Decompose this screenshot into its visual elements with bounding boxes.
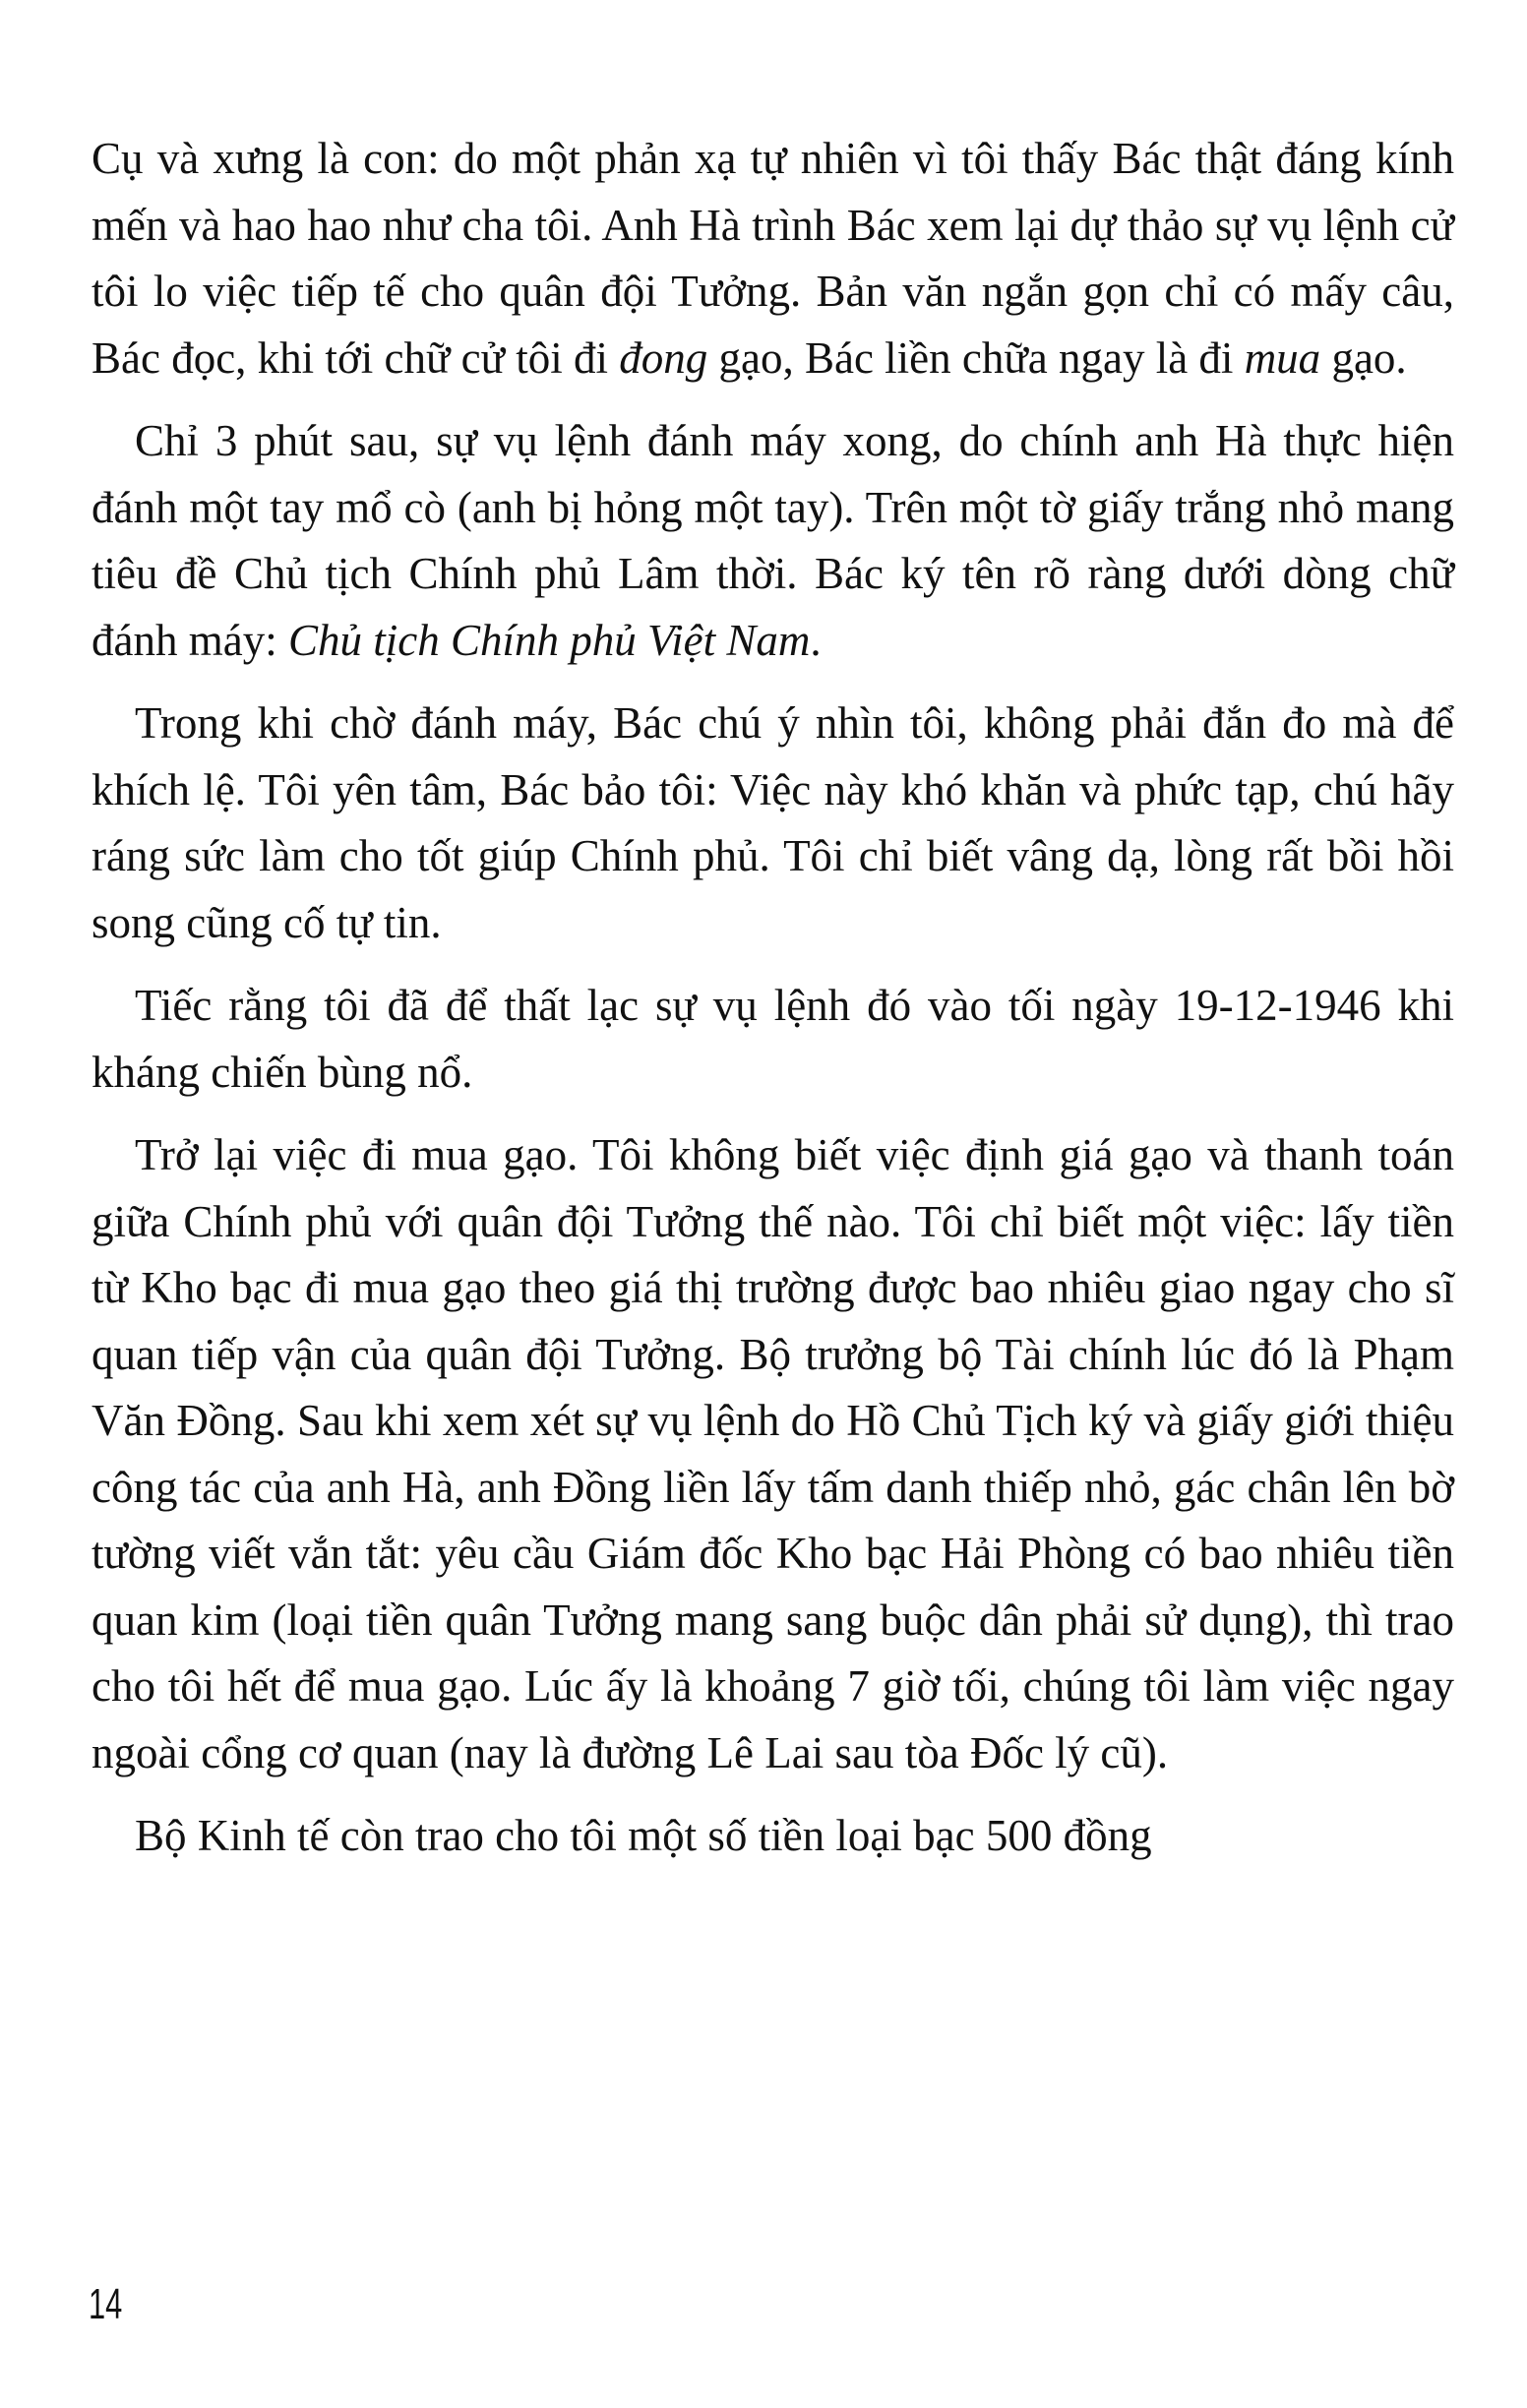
body-text bbox=[92, 126, 1454, 1887]
page-number: 14 bbox=[89, 2280, 123, 2328]
paragraph-2-text-a: Chỉ 3 phút sau, sự vụ lệnh đánh máy xong, do chính anh Hà thực hiện đánh một tay mổ cò (anh bị hỏng một tay). Trên một tờ giấy trắng nhỏ mang tiêu đề Chủ tịch Chính phủ Lâm thời. Bác ký tên rõ ràng dưới dòng chữ đánh máy: bbox=[92, 416, 1454, 665]
paragraph-6: Bộ Kinh tế còn trao cho tôi một số tiền loại bạc 500 đồng bbox=[135, 1811, 1152, 1860]
paragraph-1-text-b: gạo, Bác liền chữa ngay là đi bbox=[707, 332, 1245, 383]
paragraph-1 bbox=[92, 126, 1454, 391]
paragraph-2 bbox=[92, 408, 1454, 674]
paragraph-1-italic-b: mua bbox=[1244, 332, 1321, 383]
paragraph-4: Tiếc rằng tôi đã để thất lạc sự vụ lệnh đó vào tối ngày 19-12-1946 khi kháng chiến bùng nổ. bbox=[92, 981, 1454, 1097]
paragraph-5: Trở lại việc đi mua gạo. Tôi không biết việc định giá gạo và thanh toán giữa Chính phủ với quân đội Tưởng thế nào. Tôi chỉ biết một việc: lấy tiền từ Kho bạc đi mua gạo theo giá thị trường được bao nhiêu giao ngay cho sĩ quan tiếp vận của quân đội Tưởng. Bộ trưởng bộ Tài chính lúc đó là Phạm Văn Đồng. Sau khi xem xét sự vụ lệnh do Hồ Chủ Tịch ký và giấy giới thiệu công tác của anh Hà, anh Đồng liền lấy tấm danh thiếp nhỏ, gác chân lên bờ tường viết vắn tắt: yêu cầu Giám đốc Kho bạc Hải Phòng có bao nhiêu tiền quan kim (loại tiền quân Tưởng mang sang buộc dân phải sử dụng), thì trao cho tôi hết để mua gạo. Lúc ấy là khoảng 7 giờ tối, chúng tôi làm việc ngay ngoài cổng cơ quan (nay là đường Lê Lai sau tòa Đốc lý cũ). bbox=[92, 1130, 1454, 1777]
paragraph-2-italic-a: Chủ tịch Chính phủ Việt Nam bbox=[287, 615, 811, 665]
paragraph-1-text-a: Cụ và xưng là con: do một phản xạ tự nhiên vì tôi thấy Bác thật đáng kính mến và hao hao như cha tôi. Anh Hà trình Bác xem lại dự thảo sự vụ lệnh cử tôi lo việc tiếp tế cho quân đội Tưởng. Bản văn ngắn gọn chỉ có mấy câu, Bác đọc, khi tới chữ cử tôi đi bbox=[92, 134, 1454, 383]
paragraph-1-italic-a: đong bbox=[619, 332, 708, 383]
paragraph-3: Trong khi chờ đánh máy, Bác chú ý nhìn tôi, không phải đắn đo mà để khích lệ. Tôi yên tâm, Bác bảo tôi: Việc này khó khăn và phức tạp, chú hãy ráng sức làm cho tốt giúp Chính phủ. Tôi chỉ biết vâng dạ, lòng rất bồi hồi song cũng cố tự tin. bbox=[92, 698, 1454, 947]
paragraph-2-text-b: . bbox=[810, 615, 822, 665]
paragraph-1-text-c: gạo. bbox=[1320, 332, 1407, 383]
